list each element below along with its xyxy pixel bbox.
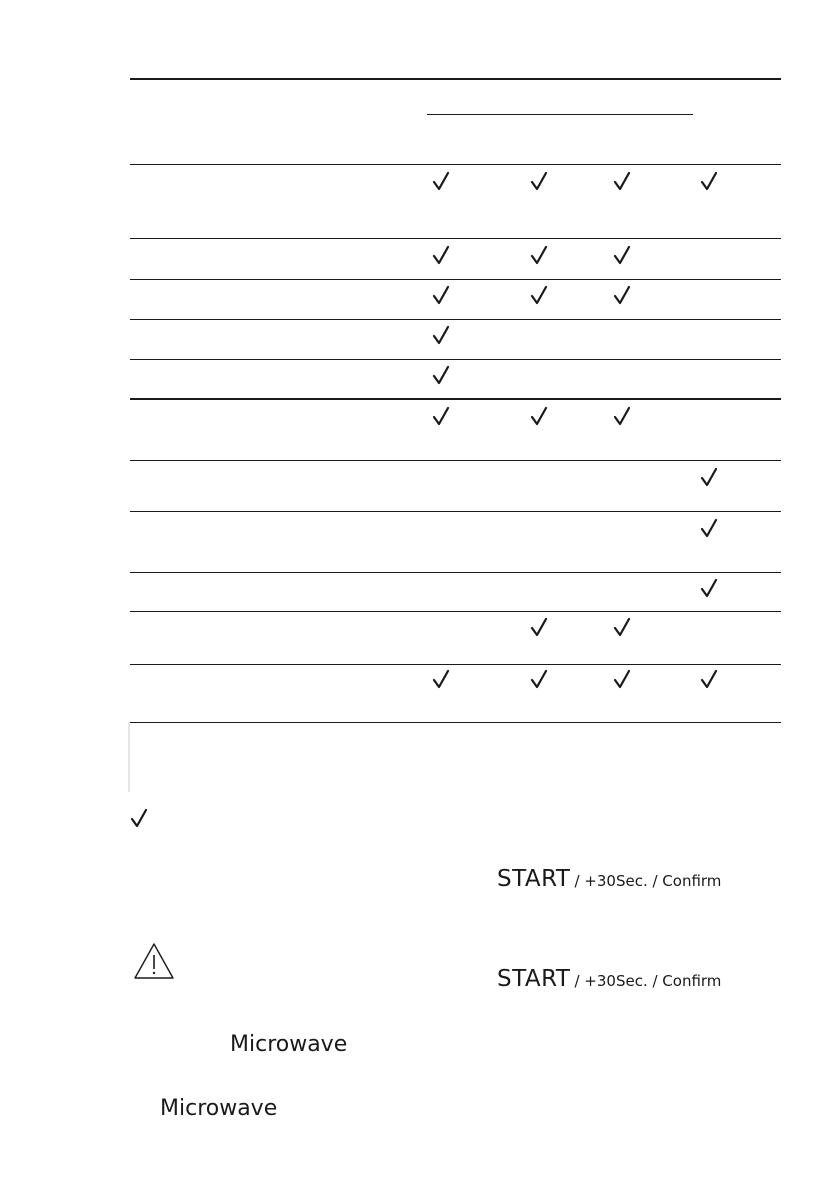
start-confirm-instruction-2 bbox=[497, 966, 721, 992]
checkmark-icon bbox=[432, 365, 450, 385]
header-underline bbox=[427, 114, 693, 115]
checkmark-icon bbox=[530, 171, 548, 191]
checkmark-icon bbox=[700, 171, 718, 191]
row-divider bbox=[130, 359, 781, 360]
checkmark-icon bbox=[530, 285, 548, 305]
row-divider bbox=[130, 164, 781, 165]
checkmark-icon bbox=[432, 325, 450, 345]
warning-triangle-icon bbox=[133, 942, 175, 980]
row-divider bbox=[130, 572, 781, 573]
checkmark-icon bbox=[700, 518, 718, 538]
compatibility-table bbox=[130, 78, 781, 724]
checkmark-icon bbox=[130, 808, 148, 828]
microwave-label-2: Microwave bbox=[160, 1096, 278, 1121]
start-suffix: / +30Sec. / Confirm bbox=[574, 872, 722, 890]
checkmark-icon bbox=[530, 617, 548, 637]
checkmark-icon bbox=[613, 285, 631, 305]
checkmark-icon bbox=[432, 245, 450, 265]
row-divider bbox=[130, 511, 781, 512]
checkmark-icon bbox=[700, 467, 718, 487]
checkmark-icon bbox=[613, 171, 631, 191]
checkmark-icon bbox=[530, 406, 548, 426]
row-divider bbox=[130, 238, 781, 239]
checkmark-icon bbox=[613, 406, 631, 426]
checkmark-icon bbox=[613, 245, 631, 265]
row-divider bbox=[130, 722, 781, 723]
checkmark-icon bbox=[432, 285, 450, 305]
start-confirm-instruction bbox=[497, 866, 721, 892]
checkmark-icon bbox=[700, 669, 718, 689]
row-divider bbox=[130, 319, 781, 320]
left-edge-line bbox=[128, 722, 130, 792]
start-label: START bbox=[497, 966, 571, 992]
checkmark-icon bbox=[700, 578, 718, 598]
checkmark-icon bbox=[530, 245, 548, 265]
microwave-label: Microwave bbox=[230, 1032, 348, 1057]
row-divider bbox=[130, 664, 781, 665]
start-suffix: / +30Sec. / Confirm bbox=[574, 972, 722, 990]
checkmark-icon bbox=[432, 669, 450, 689]
row-divider bbox=[130, 398, 781, 400]
checkmark-icon bbox=[530, 669, 548, 689]
checkmark-icon bbox=[613, 617, 631, 637]
checkmark-icon bbox=[432, 171, 450, 191]
checkmark-icon bbox=[613, 669, 631, 689]
row-divider bbox=[130, 279, 781, 280]
checkmark-icon bbox=[432, 406, 450, 426]
row-divider bbox=[130, 460, 781, 461]
start-label: START bbox=[497, 866, 571, 892]
row-divider bbox=[130, 611, 781, 612]
